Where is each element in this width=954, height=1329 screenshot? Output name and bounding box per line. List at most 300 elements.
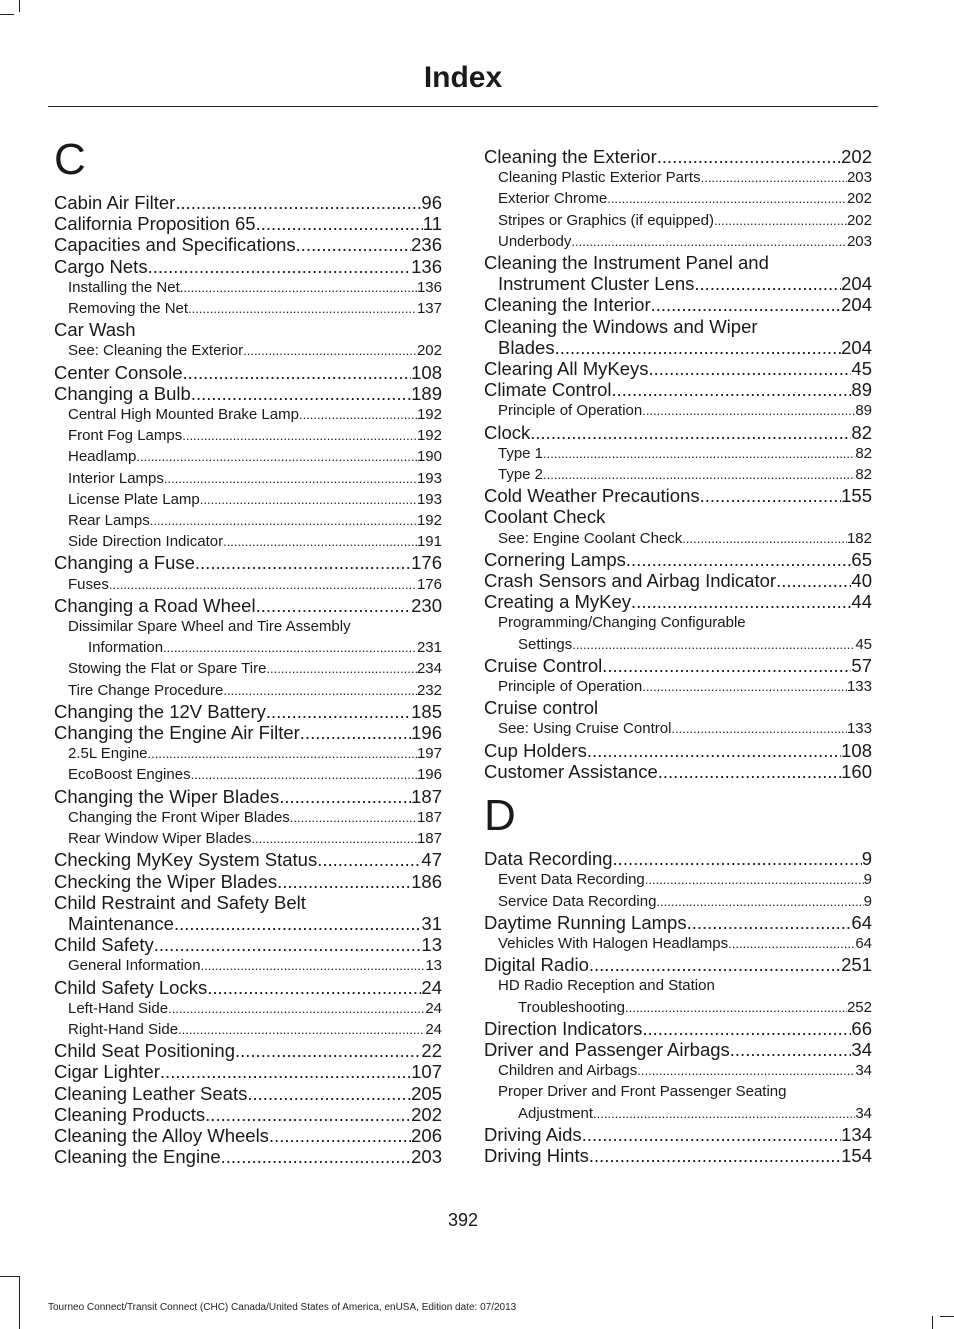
index-entry [54, 213, 442, 234]
dot-leader [178, 1019, 425, 1040]
crop-mark [940, 1316, 954, 1317]
index-entry [484, 912, 872, 933]
dot-leader [200, 489, 417, 510]
entry-line [484, 912, 872, 933]
edition-footer: Tourneo Connect/Transit Connect (CHC) Canada/United States of America, enUSA, Edition date: 07/2013 [48, 1302, 517, 1313]
entry-label: Removing the Net [68, 300, 189, 318]
page-reference: 203 [846, 232, 872, 250]
page-reference: 136 [411, 255, 442, 277]
index-subentry [54, 680, 442, 701]
entry-label: Cargo Nets [54, 255, 148, 277]
page-reference: 191 [416, 533, 442, 551]
entry-label: Data Recording [484, 848, 613, 870]
page-reference: 236 [411, 234, 442, 256]
entry-line [484, 1018, 872, 1039]
entry-label: Front Fog Lamps [68, 427, 183, 445]
crop-mark [932, 1316, 933, 1329]
index-subentry [484, 400, 872, 421]
index-entry [54, 256, 442, 277]
page-reference: 9 [863, 892, 872, 910]
entry-line [484, 549, 872, 570]
entry-label: See: Engine Coolant Check [498, 529, 683, 547]
entry-line [498, 975, 872, 996]
entry-line [54, 786, 442, 807]
entry-line [68, 807, 442, 828]
index-subentry [54, 998, 442, 1019]
dot-leader [148, 256, 412, 277]
crop-mark [19, 1276, 20, 1329]
entry-label: Changing the Front Wiper Blades [68, 808, 290, 826]
index-entry [484, 1124, 872, 1145]
entry-line [68, 404, 442, 425]
page-reference: 204 [841, 294, 872, 316]
page-reference: 44 [851, 591, 872, 613]
dot-leader [626, 549, 852, 570]
entry-label: Cornering Lamps [484, 548, 626, 570]
entry-list [54, 192, 442, 1167]
dot-leader [235, 1040, 421, 1061]
entry-label: Stripes or Graphics (if equipped) [498, 211, 714, 229]
dot-leader [593, 1103, 855, 1124]
entry-line [68, 637, 442, 658]
entry-label: Central High Mounted Brake Lamp [68, 406, 299, 424]
entry-label: Changing a Road Wheel [54, 594, 256, 616]
index-subentry [484, 210, 872, 231]
entry-line [484, 146, 872, 167]
index-entry [54, 1083, 442, 1104]
index-subentry [54, 531, 442, 552]
entry-line [498, 400, 872, 421]
entry-line [484, 485, 872, 506]
dot-leader [730, 1039, 852, 1060]
index-entry [484, 655, 872, 676]
entry-label: Left-Hand Side [68, 999, 169, 1017]
index-subentry [54, 574, 442, 595]
entry-label: Climate Control [484, 379, 612, 401]
entry-label: Center Console [54, 361, 183, 383]
entry-line [484, 358, 872, 379]
entry-line [68, 574, 442, 595]
dot-leader [174, 913, 421, 934]
dot-leader [543, 464, 855, 485]
entry-label: Changing a Bulb [54, 382, 191, 404]
page-reference: 193 [416, 469, 442, 487]
page-reference: 136 [416, 278, 442, 296]
index-subentry [54, 616, 442, 658]
page-reference: 197 [416, 745, 442, 763]
entry-line [68, 340, 442, 361]
page-reference: 234 [416, 660, 442, 678]
dot-leader [180, 277, 417, 298]
entry-label: Type 1 [498, 444, 544, 462]
page-reference: 204 [841, 273, 872, 295]
dot-leader [148, 743, 417, 764]
entry-label: Changing the 12V Battery [54, 700, 266, 722]
page-reference: 176 [416, 575, 442, 593]
dot-leader [317, 849, 421, 870]
dot-leader [645, 869, 864, 890]
page-reference: 24 [425, 1020, 442, 1038]
index-subentry [54, 658, 442, 679]
section-letter: D [484, 791, 516, 841]
entry-label: Cleaning Plastic Exterior Parts [498, 169, 701, 187]
page-reference: 47 [421, 849, 442, 871]
entry-line [68, 828, 442, 849]
index-entry [54, 871, 442, 892]
index-subentry [484, 464, 872, 485]
entry-line [54, 1083, 442, 1104]
entry-label: Child Restraint and Safety Belt [54, 891, 306, 913]
index-entry [484, 422, 872, 443]
entry-label: Crash Sensors and Airbag Indicator [484, 570, 777, 592]
page-reference: 31 [421, 912, 442, 934]
page-reference: 22 [421, 1040, 442, 1062]
index-entry [54, 722, 442, 743]
index-entry [484, 549, 872, 570]
entry-label: EcoBoost Engines [68, 766, 191, 784]
entry-label: Cleaning the Windows and Wiper [484, 315, 758, 337]
page-reference: 202 [846, 190, 872, 208]
page-reference: 186 [411, 870, 442, 892]
page-reference: 251 [841, 954, 872, 976]
page-reference: 89 [855, 402, 872, 420]
entry-line [54, 192, 442, 213]
entry-label: Type 2 [498, 466, 544, 484]
entry-line [484, 1039, 872, 1060]
entry-line [68, 955, 442, 976]
section-letter: C [54, 135, 86, 184]
entry-line [54, 977, 442, 998]
entry-line [484, 422, 872, 443]
dot-leader [613, 848, 862, 869]
index-subentry [54, 510, 442, 531]
index-entry [484, 570, 872, 591]
entry-label: Interior Lamps [68, 469, 164, 487]
index-entry [54, 892, 442, 934]
entry-line [54, 319, 442, 340]
page-reference: 64 [851, 911, 872, 933]
entry-line [484, 848, 872, 869]
index-entry [54, 552, 442, 573]
dot-leader [163, 637, 417, 658]
entry-label: California Proposition 65 [54, 213, 256, 235]
dot-leader [642, 676, 847, 697]
entry-line [54, 213, 442, 234]
dot-leader [164, 468, 417, 489]
entry-line [484, 294, 872, 315]
entry-label: Customer Assistance [484, 760, 658, 782]
entry-line [54, 1061, 442, 1082]
entry-label: Dissimilar Spare Wheel and Tire Assembly [68, 618, 351, 636]
dot-leader [160, 1061, 411, 1082]
dot-leader [205, 1104, 411, 1125]
entry-label: Cruise Control [484, 654, 603, 676]
dot-leader [195, 552, 411, 573]
page-reference: 133 [846, 720, 872, 738]
index-entry [484, 761, 872, 782]
entry-label: Coolant Check [484, 506, 606, 528]
entry-line [54, 1104, 442, 1125]
entry-label: Proper Driver and Front Passenger Seating [498, 1083, 787, 1101]
page-reference: 206 [411, 1124, 442, 1146]
entry-label: Fuses [68, 575, 109, 593]
dot-leader [207, 977, 421, 998]
page-reference: 203 [411, 1146, 442, 1168]
entry-label: Cleaning the Instrument Panel and [484, 252, 769, 274]
entry-label: Headlamp [68, 448, 137, 466]
dot-leader [651, 294, 842, 315]
dot-leader [572, 634, 855, 655]
entry-label: Adjustment [518, 1104, 594, 1122]
dot-leader [266, 658, 417, 679]
entry-label: Exterior Chrome [498, 190, 608, 208]
entry-line [498, 188, 872, 209]
index-subentry [54, 298, 442, 319]
index-entry [484, 294, 872, 315]
index-entry [484, 252, 872, 294]
dot-leader [269, 1125, 411, 1146]
dot-leader [266, 701, 411, 722]
entry-label: Installing the Net [68, 278, 180, 296]
entry-line [54, 722, 442, 743]
page-reference: 196 [416, 766, 442, 784]
page-reference: 202 [416, 342, 442, 360]
index-entry [54, 192, 442, 213]
page-reference: 204 [841, 336, 872, 358]
entry-line [484, 740, 872, 761]
dot-leader [530, 422, 851, 443]
entry-line [484, 506, 872, 527]
index-entry [54, 1125, 442, 1146]
page-reference: 187 [416, 808, 442, 826]
entry-line [68, 468, 442, 489]
entry-line [54, 934, 442, 955]
page-reference: 96 [421, 192, 442, 213]
entry-line [54, 234, 442, 255]
page-reference: 34 [855, 1104, 872, 1122]
dot-leader [642, 400, 855, 421]
entry-line [68, 616, 442, 637]
crop-mark [0, 14, 14, 15]
index-entry [484, 848, 872, 869]
entry-line [498, 231, 872, 252]
entry-label: Children and Airbags [498, 1062, 638, 1080]
index-subentry [54, 404, 442, 425]
entry-line [484, 252, 872, 273]
index-subentry [484, 676, 872, 697]
index-entry [54, 934, 442, 955]
entry-label: See: Using Cruise Control [498, 720, 672, 738]
entry-label: Cleaning the Alloy Wheels [54, 1124, 269, 1146]
dot-leader [300, 722, 411, 743]
entry-line [54, 383, 442, 404]
page-reference: 190 [416, 448, 442, 466]
index-subentry [484, 891, 872, 912]
entry-label: Cigar Lighter [54, 1061, 160, 1083]
page-reference: 202 [411, 1103, 442, 1125]
dot-leader [682, 528, 847, 549]
header-rule [48, 106, 878, 107]
entry-line [484, 591, 872, 612]
dot-leader [543, 443, 855, 464]
entry-list [484, 848, 872, 1166]
entry-label: Driving Hints [484, 1144, 589, 1166]
page-reference: 107 [411, 1061, 442, 1083]
dot-leader [296, 234, 411, 255]
entry-label: Capacities and Specifications [54, 234, 296, 256]
entry-label: Changing the Engine Air Filter [54, 722, 300, 744]
entry-label: Daytime Running Lamps [484, 911, 687, 933]
page-reference: 9 [861, 848, 872, 870]
page-reference: 230 [411, 594, 442, 616]
entry-label: License Plate Lamp [68, 490, 200, 508]
entry-line [484, 761, 872, 782]
index-subentry [54, 277, 442, 298]
dot-leader [589, 954, 841, 975]
entry-line [484, 954, 872, 975]
index-entry [484, 954, 872, 975]
entry-label: Instrument Cluster Lens [498, 273, 695, 295]
page-reference: 57 [851, 654, 872, 676]
dot-leader [555, 337, 842, 358]
index-subentry [484, 612, 872, 654]
entry-label: Cleaning Products [54, 1103, 206, 1125]
page-reference: 66 [851, 1017, 872, 1039]
entry-label: Cleaning Leather Seats [54, 1082, 248, 1104]
crop-mark [0, 1276, 19, 1277]
page-reference: 24 [421, 976, 442, 998]
index-entry [54, 1040, 442, 1061]
index-subentry [484, 443, 872, 464]
index-subentry [484, 718, 872, 739]
index-subentry [54, 468, 442, 489]
page-reference: 252 [846, 998, 872, 1016]
index-subentry [484, 933, 872, 954]
index-entry [54, 701, 442, 722]
entry-label: Driver and Passenger Airbags [484, 1038, 730, 1060]
page-reference: 176 [411, 552, 442, 574]
entry-label: Direction Indicators [484, 1017, 643, 1039]
dot-leader [587, 740, 841, 761]
entry-label: Troubleshooting [518, 998, 626, 1016]
page-reference: 24 [425, 999, 442, 1017]
page-reference: 40 [851, 570, 872, 592]
page-reference: 202 [841, 146, 872, 167]
entry-label: Programming/Changing Configurable [498, 614, 746, 632]
page-reference: 189 [411, 382, 442, 404]
entry-line [498, 210, 872, 231]
dot-leader [625, 997, 847, 1018]
entry-line [54, 595, 442, 616]
page-reference: 202 [846, 211, 872, 229]
index-subentry [484, 975, 872, 1017]
page-reference: 192 [416, 512, 442, 530]
dot-leader [701, 167, 847, 188]
dot-leader [694, 273, 841, 294]
entry-label: Settings [518, 635, 573, 653]
entry-line [498, 612, 872, 633]
entry-label: Cleaning the Interior [484, 294, 651, 316]
dot-leader [223, 680, 417, 701]
dot-leader [188, 298, 417, 319]
entry-line [54, 1125, 442, 1146]
page-reference: 182 [846, 529, 872, 547]
entry-label: Rear Window Wiper Blades [68, 830, 252, 848]
dot-leader [776, 570, 851, 591]
dot-leader [299, 404, 417, 425]
page-reference: 9 [863, 871, 872, 889]
index-entry [484, 591, 872, 612]
entry-line [498, 528, 872, 549]
entry-label: Changing the Wiper Blades [54, 785, 280, 807]
entry-label: Event Data Recording [498, 871, 645, 889]
page-reference: 187 [416, 830, 442, 848]
page-reference: 11 [422, 213, 442, 235]
entry-line [484, 655, 872, 676]
entry-label: Side Direction Indicator [68, 533, 224, 551]
entry-label: Information [88, 639, 164, 657]
index-entry [484, 358, 872, 379]
dot-leader [279, 786, 411, 807]
index-entry [484, 146, 872, 167]
dot-leader [657, 146, 841, 167]
index-entry [54, 786, 442, 807]
entry-line [68, 658, 442, 679]
dot-leader [168, 998, 425, 1019]
dot-leader [687, 912, 852, 933]
dot-leader [671, 718, 847, 739]
dot-leader [136, 446, 417, 467]
dot-leader [251, 828, 417, 849]
page-reference: 137 [416, 300, 442, 318]
page-reference: 232 [416, 681, 442, 699]
dot-leader [150, 510, 417, 531]
index-subentry [484, 1060, 872, 1081]
index-subentry [54, 743, 442, 764]
dot-leader [175, 192, 421, 213]
dot-leader [607, 188, 847, 209]
index-entry [54, 1104, 442, 1125]
page-title: Index [423, 61, 503, 94]
entry-line [498, 676, 872, 697]
entry-line [68, 764, 442, 785]
entry-line [54, 871, 442, 892]
dot-leader [154, 934, 422, 955]
index-subentry [54, 489, 442, 510]
page-number: 392 [447, 1210, 479, 1230]
index-subentry [484, 231, 872, 252]
entry-line [498, 1060, 872, 1081]
dot-leader [256, 595, 412, 616]
dot-leader [256, 213, 423, 234]
entry-line [54, 701, 442, 722]
entry-label: See: Cleaning the Exterior [68, 342, 244, 360]
page-reference: 64 [855, 934, 872, 952]
dot-leader [631, 591, 851, 612]
page-reference: 155 [841, 485, 872, 507]
entry-label: Changing a Fuse [54, 552, 195, 574]
page-reference: 82 [851, 421, 872, 443]
index-entry [54, 362, 442, 383]
entry-label: Vehicles With Halogen Headlamps [498, 934, 729, 952]
entry-label: Blades [498, 336, 555, 358]
dot-leader [191, 764, 417, 785]
dot-leader [642, 1018, 851, 1039]
dot-leader [247, 1083, 411, 1104]
dot-leader [191, 383, 411, 404]
entry-label: HD Radio Reception and Station [498, 977, 715, 995]
index-entry [54, 595, 442, 616]
